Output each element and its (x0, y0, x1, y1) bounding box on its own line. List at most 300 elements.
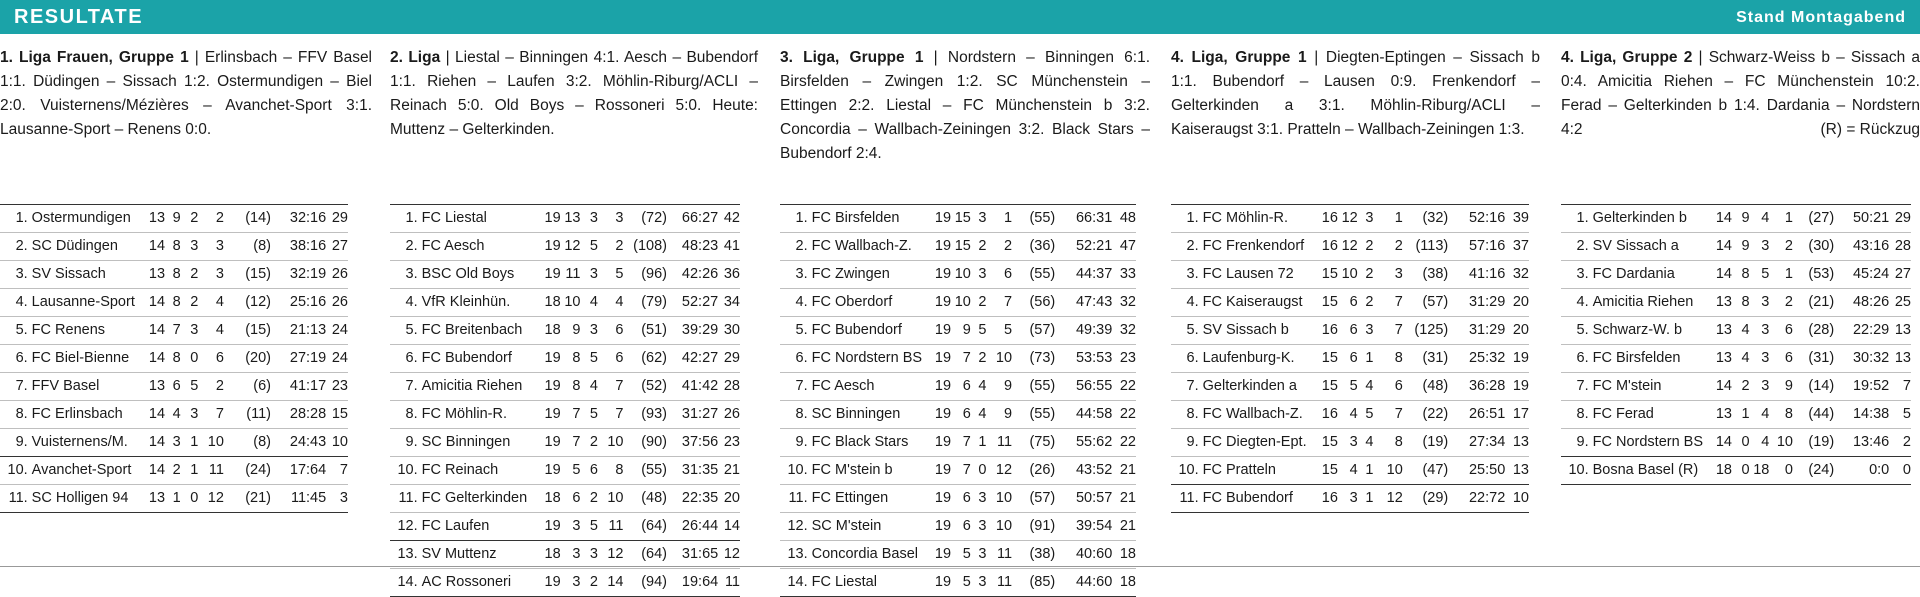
team-name: Laufenburg-K. (1203, 345, 1317, 373)
table-row (1561, 289, 1911, 317)
team-name: FC Liestal (422, 205, 539, 233)
goals: 31:35 (667, 457, 718, 485)
goals: 31:65 (667, 541, 718, 569)
table-row (0, 373, 348, 401)
rank: 8. (390, 401, 422, 429)
table-row (1171, 401, 1529, 429)
table-row (390, 401, 740, 429)
goals: 14:38 (1834, 401, 1889, 429)
table-row (1561, 205, 1911, 233)
penalty-points: (72) (624, 205, 668, 233)
points: 42 (718, 205, 740, 233)
goals: 48:26 (1834, 289, 1889, 317)
points: 24 (326, 317, 348, 345)
losses: 10 (1769, 429, 1793, 457)
losses: 10 (598, 429, 624, 457)
rank: 2. (0, 233, 32, 261)
draws: 3 (181, 233, 199, 261)
penalty-points: (44) (1793, 401, 1834, 429)
points: 20 (1505, 317, 1529, 345)
wins: 8 (1732, 261, 1750, 289)
league-name: 3. Liga, Gruppe 1 (780, 49, 923, 66)
table-row (1561, 233, 1911, 261)
table-row (390, 485, 740, 513)
rank: 2. (1561, 233, 1593, 261)
team-name: FC Aesch (812, 373, 930, 401)
points: 41 (718, 233, 740, 261)
games: 19 (929, 205, 951, 233)
rank: 5. (1171, 317, 1203, 345)
draws: 3 (580, 541, 598, 569)
goals: 13:46 (1834, 429, 1889, 457)
table-row (780, 485, 1136, 513)
games: 19 (929, 541, 951, 569)
rank: 7. (0, 373, 32, 401)
points: 39 (1505, 205, 1529, 233)
rank: 1. (1561, 205, 1593, 233)
games: 19 (539, 401, 561, 429)
penalty-points: (90) (624, 429, 668, 457)
rank: 14. (780, 569, 812, 597)
draws: 4 (580, 373, 598, 401)
penalty-points: (15) (224, 317, 271, 345)
games: 14 (143, 233, 165, 261)
losses: 3 (1373, 261, 1402, 289)
goals: 50:57 (1055, 485, 1112, 513)
team-name: FC Möhlin-R. (1203, 205, 1317, 233)
games: 19 (929, 373, 951, 401)
team-name: FC Bubendorf (1203, 485, 1317, 513)
losses: 10 (198, 429, 224, 457)
table-row (1171, 205, 1529, 233)
team-name: Gelterkinden a (1203, 373, 1317, 401)
team-name: FC Möhlin-R. (422, 401, 539, 429)
goals: 28:28 (271, 401, 326, 429)
draws: 4 (580, 289, 598, 317)
draws: 2 (1358, 233, 1374, 261)
team-name: FC Ettingen (812, 485, 930, 513)
rank: 13. (390, 541, 422, 569)
losses: 10 (987, 513, 1013, 541)
draws: 5 (1358, 401, 1374, 429)
goals: 31:29 (1448, 289, 1505, 317)
goals: 27:19 (271, 345, 326, 373)
points: 29 (326, 205, 348, 233)
wins: 6 (951, 401, 971, 429)
draws: 3 (1358, 317, 1374, 345)
penalty-points: (21) (1793, 289, 1834, 317)
table-row (1171, 233, 1529, 261)
table-row (780, 401, 1136, 429)
games: 15 (1316, 429, 1338, 457)
results-paragraph (390, 46, 758, 182)
games: 16 (1316, 233, 1338, 261)
losses: 11 (987, 429, 1013, 457)
wins: 4 (1732, 317, 1750, 345)
losses: 12 (1373, 485, 1402, 513)
goals: 38:16 (271, 233, 326, 261)
table-row (780, 569, 1136, 597)
points: 48 (1112, 205, 1136, 233)
penalty-points: (32) (1403, 205, 1448, 233)
team-name: Concordia Basel (812, 541, 930, 569)
draws: 4 (971, 401, 987, 429)
penalty-points: (21) (224, 485, 271, 513)
points: 10 (1505, 485, 1529, 513)
rank: 3. (390, 261, 422, 289)
bottom-divider (0, 566, 1920, 567)
wins: 6 (165, 373, 181, 401)
team-name: SV Sissach a (1593, 233, 1711, 261)
draws: 5 (181, 373, 199, 401)
wins: 2 (1732, 373, 1750, 401)
rank: 13. (780, 541, 812, 569)
penalty-points: (64) (624, 541, 668, 569)
separator: | (189, 49, 205, 66)
goals: 44:58 (1055, 401, 1112, 429)
games: 14 (143, 429, 165, 457)
table-row (1561, 317, 1911, 345)
penalty-points: (96) (624, 261, 668, 289)
team-name: FC Ferad (1593, 401, 1711, 429)
wins: 7 (951, 429, 971, 457)
games: 19 (929, 429, 951, 457)
penalty-points: (55) (1012, 261, 1055, 289)
penalty-points: (24) (224, 457, 271, 485)
results-paragraph (1171, 46, 1540, 182)
games: 19 (929, 569, 951, 597)
team-name: FC Renens (32, 317, 144, 345)
points: 21 (1112, 485, 1136, 513)
rank: 8. (1171, 401, 1203, 429)
rank: 1. (0, 205, 32, 233)
separator: | (1307, 49, 1326, 66)
rank: 5. (1561, 317, 1593, 345)
team-name: FC Gelterkinden (422, 485, 539, 513)
penalty-points: (19) (1793, 429, 1834, 457)
rank: 6. (780, 345, 812, 373)
penalty-points: (64) (624, 513, 668, 541)
wins: 5 (951, 541, 971, 569)
games: 19 (929, 457, 951, 485)
goals: 66:27 (667, 205, 718, 233)
points: 13 (1889, 317, 1911, 345)
points: 25 (1889, 289, 1911, 317)
table-row (780, 345, 1136, 373)
wins: 7 (561, 401, 581, 429)
team-name: SC Binningen (422, 429, 539, 457)
games: 19 (539, 205, 561, 233)
rank: 3. (0, 261, 32, 289)
league-column-3 (780, 46, 1150, 556)
penalty-points: (79) (624, 289, 668, 317)
penalty-points: (48) (1403, 373, 1448, 401)
penalty-points: (22) (1403, 401, 1448, 429)
table-row (1171, 317, 1529, 345)
team-name: FC Frenkendorf (1203, 233, 1317, 261)
penalty-points: (57) (1012, 485, 1055, 513)
goals: 25:16 (271, 289, 326, 317)
team-name: FC Wallbach-Z. (1203, 401, 1317, 429)
team-name: FC Dardania (1593, 261, 1711, 289)
points: 29 (718, 345, 740, 373)
wins: 15 (951, 233, 971, 261)
wins: 4 (1338, 401, 1358, 429)
losses: 6 (1769, 317, 1793, 345)
games: 19 (929, 317, 951, 345)
standings-table (390, 204, 740, 597)
games: 14 (1710, 261, 1732, 289)
team-name: FC Birsfelden (812, 205, 930, 233)
penalty-points: (47) (1403, 457, 1448, 485)
games: 13 (143, 485, 165, 513)
results-text: Schwarz-Weiss b – Sissach a 0:4. Amicitia Riehen – FC Münchenstein 10:2. Ferad – Gelterkinden b 1:4. Dardania – Nordstern 4:2 (1561, 49, 1920, 138)
wins: 12 (561, 233, 581, 261)
wins: 13 (561, 205, 581, 233)
games: 13 (143, 373, 165, 401)
section-title: RESULTATE (14, 6, 143, 29)
table-row (0, 457, 348, 485)
points: 47 (1112, 233, 1136, 261)
games: 14 (143, 457, 165, 485)
wins: 6 (1338, 345, 1358, 373)
rank: 3. (1171, 261, 1203, 289)
results-paragraph (0, 46, 372, 182)
draws: 5 (580, 513, 598, 541)
league-column-5 (1561, 46, 1920, 556)
goals: 41:42 (667, 373, 718, 401)
goals: 52:21 (1055, 233, 1112, 261)
rank: 4. (1171, 289, 1203, 317)
goals: 22:35 (667, 485, 718, 513)
team-name: FC Bubendorf (812, 317, 930, 345)
draws: 3 (1750, 317, 1770, 345)
goals: 57:16 (1448, 233, 1505, 261)
results-paragraph (780, 46, 1150, 182)
wins: 12 (1338, 233, 1358, 261)
wins: 0 (1732, 429, 1750, 457)
wins: 7 (561, 429, 581, 457)
points: 7 (1889, 373, 1911, 401)
losses: 6 (598, 317, 624, 345)
table-row (1171, 373, 1529, 401)
goals: 39:29 (667, 317, 718, 345)
goals: 25:50 (1448, 457, 1505, 485)
goals: 41:16 (1448, 261, 1505, 289)
losses: 7 (987, 289, 1013, 317)
points: 19 (1505, 345, 1529, 373)
rank: 5. (0, 317, 32, 345)
rank: 1. (780, 205, 812, 233)
rank: 11. (1171, 485, 1203, 513)
losses: 5 (598, 261, 624, 289)
wins: 6 (1338, 289, 1358, 317)
losses: 3 (198, 233, 224, 261)
rank: 4. (0, 289, 32, 317)
results-text: Diegten-Eptingen – Sissach b 1:1. Bubendorf – Lausen 0:9. Frenkendorf – Gelterkinden a 3:1. Möhlin-Riburg/ACLI – Kaiseraugst 3:1. Pratteln – Wallbach-Zeiningen 1:3. (1171, 49, 1540, 138)
table-row (390, 345, 740, 373)
table-row (780, 317, 1136, 345)
table-row (0, 289, 348, 317)
penalty-points: (57) (1403, 289, 1448, 317)
games: 14 (1710, 373, 1732, 401)
points: 27 (326, 233, 348, 261)
points: 34 (718, 289, 740, 317)
goals: 31:29 (1448, 317, 1505, 345)
losses: 8 (1373, 345, 1402, 373)
points: 7 (326, 457, 348, 485)
penalty-points: (85) (1012, 569, 1055, 597)
draws: 4 (1750, 429, 1770, 457)
league-name: 1. Liga Frauen, Gruppe 1 (0, 49, 189, 66)
results-paragraph (1561, 46, 1920, 182)
draws: 3 (1750, 373, 1770, 401)
wins: 8 (1732, 289, 1750, 317)
goals: 55:62 (1055, 429, 1112, 457)
table-row (390, 289, 740, 317)
team-name: FC Nordstern BS (1593, 429, 1711, 457)
draws: 4 (1358, 429, 1374, 457)
team-name: SV Muttenz (422, 541, 539, 569)
goals: 31:27 (667, 401, 718, 429)
wins: 7 (165, 317, 181, 345)
points: 21 (718, 457, 740, 485)
wins: 3 (561, 541, 581, 569)
games: 13 (1710, 401, 1732, 429)
losses: 9 (987, 373, 1013, 401)
games: 15 (1316, 261, 1338, 289)
table-row (780, 373, 1136, 401)
points: 14 (718, 513, 740, 541)
table-row (1561, 345, 1911, 373)
team-name: FC Laufen (422, 513, 539, 541)
losses: 2 (987, 233, 1013, 261)
points: 13 (1505, 457, 1529, 485)
penalty-points: (24) (1793, 457, 1834, 485)
table-row (0, 233, 348, 261)
team-name: SC M'stein (812, 513, 930, 541)
points: 23 (718, 429, 740, 457)
losses: 3 (198, 261, 224, 289)
wins: 9 (1732, 233, 1750, 261)
penalty-points: (36) (1012, 233, 1055, 261)
losses: 3 (598, 205, 624, 233)
goals: 42:27 (667, 345, 718, 373)
goals: 32:16 (271, 205, 326, 233)
rank: 4. (390, 289, 422, 317)
games: 19 (539, 513, 561, 541)
table-row (1171, 289, 1529, 317)
team-name: FC M'stein (1593, 373, 1711, 401)
points: 36 (718, 261, 740, 289)
losses: 1 (987, 205, 1013, 233)
stand-label: Stand Montagabend (1736, 9, 1906, 27)
penalty-points: (28) (1793, 317, 1834, 345)
points: 22 (1112, 429, 1136, 457)
wins: 9 (165, 205, 181, 233)
table-row (1561, 373, 1911, 401)
games: 13 (1710, 289, 1732, 317)
team-name: Gelterkinden b (1593, 205, 1711, 233)
goals: 40:60 (1055, 541, 1112, 569)
draws: 3 (1750, 289, 1770, 317)
rank: 5. (780, 317, 812, 345)
losses: 2 (1769, 233, 1793, 261)
draws: 5 (1750, 261, 1770, 289)
penalty-points: (19) (1403, 429, 1448, 457)
games: 14 (1710, 233, 1732, 261)
team-name: AC Rossoneri (422, 569, 539, 597)
goals: 43:16 (1834, 233, 1889, 261)
games: 14 (1710, 429, 1732, 457)
points: 26 (326, 261, 348, 289)
goals: 53:53 (1055, 345, 1112, 373)
losses: 7 (1373, 317, 1402, 345)
team-name: FC Liestal (812, 569, 930, 597)
points: 26 (718, 401, 740, 429)
goals: 26:44 (667, 513, 718, 541)
games: 16 (1316, 205, 1338, 233)
wins: 8 (165, 345, 181, 373)
rank: 7. (390, 373, 422, 401)
goals: 52:16 (1448, 205, 1505, 233)
losses: 2 (598, 233, 624, 261)
goals: 66:31 (1055, 205, 1112, 233)
points: 11 (718, 569, 740, 597)
draws: 2 (181, 261, 199, 289)
rank: 8. (0, 401, 32, 429)
table-row (1561, 429, 1911, 457)
team-name: FC Pratteln (1203, 457, 1317, 485)
draws: 1 (181, 457, 199, 485)
losses: 12 (198, 485, 224, 513)
rank: 9. (0, 429, 32, 457)
goals: 26:51 (1448, 401, 1505, 429)
points: 21 (1112, 513, 1136, 541)
draws: 3 (580, 317, 598, 345)
draws: 2 (971, 289, 987, 317)
games: 19 (539, 457, 561, 485)
penalty-points: (48) (624, 485, 668, 513)
losses: 2 (198, 205, 224, 233)
penalty-points: (14) (1793, 373, 1834, 401)
goals: 30:32 (1834, 345, 1889, 373)
rank: 8. (780, 401, 812, 429)
points: 10 (326, 429, 348, 457)
team-name: Schwarz-W. b (1593, 317, 1711, 345)
losses: 11 (987, 541, 1013, 569)
games: 18 (539, 541, 561, 569)
points: 21 (1112, 457, 1136, 485)
penalty-points: (57) (1012, 317, 1055, 345)
draws: 18 (1750, 457, 1770, 485)
draws: 2 (971, 233, 987, 261)
team-name: VfR Kleinhün. (422, 289, 539, 317)
losses: 8 (1769, 401, 1793, 429)
points: 29 (1889, 205, 1911, 233)
table-row (1171, 457, 1529, 485)
standings-table (1171, 204, 1529, 513)
goals: 44:60 (1055, 569, 1112, 597)
team-name: Bosna Basel (R) (1593, 457, 1711, 485)
losses: 4 (598, 289, 624, 317)
losses: 1 (1769, 261, 1793, 289)
team-name: FC Kaiseraugst (1203, 289, 1317, 317)
games: 14 (143, 345, 165, 373)
games: 16 (1316, 401, 1338, 429)
note-text: (R) = Rückzug (1821, 118, 1920, 142)
rank: 3. (780, 261, 812, 289)
